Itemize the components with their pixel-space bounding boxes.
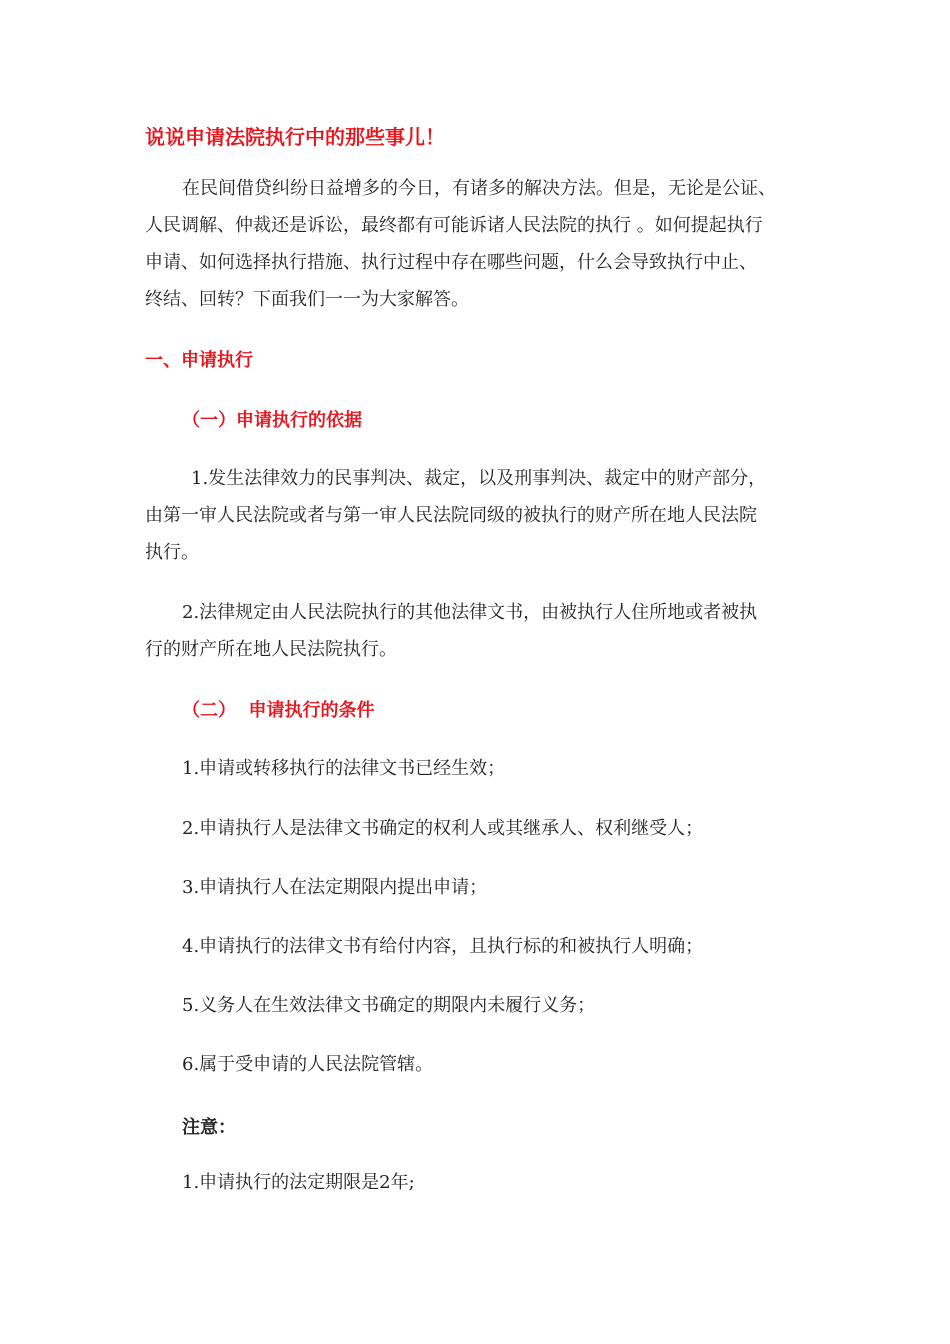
basis-line: 2.法律规定由人民法院执行的其他法律文书，由被执行人住所地或者被执 <box>182 602 758 623</box>
intro-line: 申请、如何选择执行措施、执行过程中存在哪些问题，什么会导致执行中止、 <box>145 252 757 273</box>
condition-item: 2.申请执行人是法律文书确定的权利人或其继承人、权利继受人； <box>182 818 704 839</box>
intro-paragraph <box>145 170 776 318</box>
intro-line: 在民间借贷纠纷日益增多的今日，有诸多的解决方法。但是，无论是公证、 <box>182 178 776 199</box>
document-title: 说说申请法院执行中的那些事儿！ <box>145 125 445 149</box>
subsection-heading-conditions: （二） 申请执行的条件 <box>182 700 375 721</box>
intro-line: 人民调解、仲裁还是诉讼，最终都有可能诉诸人民法院的执行 。如何提起执行 <box>145 215 763 236</box>
condition-item: 6.属于受申请的人民法院管辖。 <box>182 1054 434 1075</box>
basis-line: 1.发生法律效力的民事判决、裁定，以及刑事判决、裁定中的财产部分， <box>191 468 767 489</box>
basis-item-1 <box>145 460 766 571</box>
note-item: 1.申请执行的法定期限是2年; <box>182 1172 415 1193</box>
intro-line: 终结、回转？下面我们一一为大家解答。 <box>145 289 469 310</box>
basis-line: 执行。 <box>145 542 199 563</box>
basis-item-2 <box>145 594 757 668</box>
section-heading: 一、申请执行 <box>145 350 253 371</box>
note-heading: 注意： <box>182 1117 236 1138</box>
condition-item: 3.申请执行人在法定期限内提出申请； <box>182 877 488 898</box>
subsection-heading-basis: （一）申请执行的依据 <box>182 410 362 431</box>
condition-item: 5.义务人在生效法律文书确定的期限内未履行义务； <box>182 995 596 1016</box>
condition-item: 4.申请执行的法律文书有给付内容，且执行标的和被执行人明确； <box>182 936 704 957</box>
condition-item: 1.申请或转移执行的法律文书已经生效； <box>182 758 506 779</box>
basis-line: 由第一审人民法院或者与第一审人民法院同级的被执行的财产所在地人民法院 <box>145 505 757 526</box>
basis-line: 行的财产所在地人民法院执行。 <box>145 639 397 660</box>
